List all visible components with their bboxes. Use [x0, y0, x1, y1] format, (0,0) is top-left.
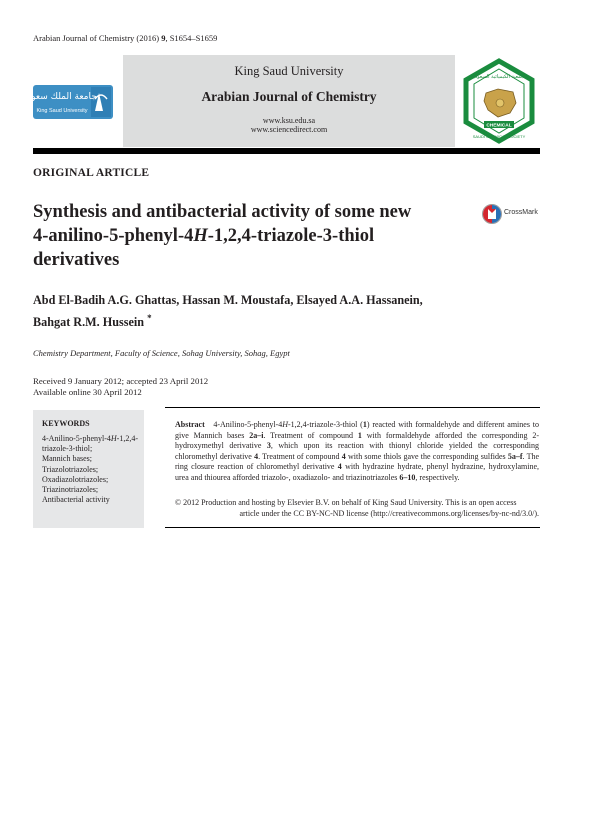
- ksu-logo-arabic: جامعة الملك سعود: [33, 92, 97, 102]
- ksu-logo-english: King Saud University: [36, 108, 88, 114]
- saudi-chemical-society-seal-icon: [458, 55, 540, 147]
- title-line-2: 4-anilino-5-phenyl-4H-1,2,4-triazole-3-thiol: [33, 226, 375, 246]
- citation-volume: 9: [161, 33, 166, 43]
- corresponding-author-mark[interactable]: *: [147, 313, 152, 323]
- king-saud-university-logo: [33, 55, 121, 147]
- author-list: [33, 291, 513, 331]
- online-date: Available online 30 April 2012: [33, 386, 142, 397]
- crossmark-icon: [482, 203, 502, 225]
- header-url-sciencedirect[interactable]: www.sciencedirect.com: [250, 125, 328, 134]
- abstract-top-rule: [165, 407, 540, 408]
- header-journal-title: Arabian Journal of Chemistry: [201, 89, 377, 104]
- abstract-label: Abstract: [175, 420, 205, 429]
- crossmark-label: CrossMark: [504, 209, 538, 216]
- seal-label: CHEMICAL: [486, 123, 512, 129]
- title-line-3: derivatives: [33, 250, 120, 270]
- citation-pages: , S1654–S1659: [165, 33, 218, 43]
- affiliation: Chemistry Department, Faculty of Science, Sohag University, Sohag, Egypt: [33, 348, 290, 358]
- keyword-item: Antibacterial activity: [42, 495, 110, 505]
- citation-journal: Arabian Journal of Chemistry: [33, 33, 135, 43]
- citation-line: [33, 33, 217, 43]
- keyword-item: Oxadiazolotriazoles;: [42, 474, 109, 484]
- article-type: ORIGINAL ARTICLE: [33, 167, 150, 179]
- keyword-item: triazole-3-thiol;: [42, 444, 93, 454]
- header-university: King Saud University: [234, 64, 344, 78]
- article-title: [33, 200, 453, 272]
- seal-arabic-text: الجمعية الكيميائية السعودية: [470, 74, 528, 80]
- keyword-item: Mannich bases;: [42, 454, 92, 464]
- license-line[interactable]: article under the CC BY-NC-ND license (http://creativecommons.org/licenses/by-nc-nd/3.0/).: [239, 509, 539, 518]
- abstract-bottom-rule: [165, 527, 540, 528]
- keyword-item: Triazinotriazoles;: [42, 485, 99, 495]
- copyright-line-1: © 2012 Production and hosting by Elsevier B.V. on behalf of King Saud University. This is an open access: [175, 498, 517, 507]
- title-line-1: Synthesis and antibacterial activity of some new: [33, 202, 412, 222]
- crossmark-button[interactable]: [482, 203, 542, 225]
- authors-line-2: Bahgat R.M. Hussein *: [33, 313, 152, 330]
- header-url-ksu[interactable]: www.ksu.edu.sa: [262, 116, 316, 125]
- abstract-text: Abstract 4-Anilino-5-phenyl-4H-1,2,4-triazole-3-thiol (1) reacted with formaldehyde and different amines to give Mannich bases 2a–i. Treatment of compound 1 with formaldehyde afforded the corresponding 2-hydroxymethyl derivative 3, which upon its reaction with thionyl chloride yielded the corresponding chloromethyl derivative 4. Treatment of compound 4 with some thiols gave the corresponding sulfides 5a–f. The ring closure reaction of chloromethyl derivative 4 with hydrazine hydrate, phenyl hydrazine, hydroxylamine, urea and thiourea afforded triazolo-, oxadiazolo- and triazinotriazoles 6–10, respectively.: [175, 420, 540, 482]
- header-rule: [33, 148, 540, 154]
- authors-line-1: Abd El-Badih A.G. Ghattas, Hassan M. Moustafa, Elsayed A.A. Hassanein,: [33, 293, 423, 307]
- keyword-item: 4-Anilino-5-phenyl-4H-1,2,4-: [42, 434, 138, 443]
- article-dates: [33, 376, 208, 397]
- citation-year: (2016): [136, 33, 160, 43]
- keyword-item: Triazolotriazoles;: [42, 464, 99, 474]
- seal-ring-text: SAUDI CHEMICAL SOCIETY: [472, 134, 526, 139]
- keywords-list: [42, 434, 142, 505]
- keywords-heading: KEYWORDS: [42, 419, 90, 428]
- received-date: Received 9 January 2012; accepted 23 April 2012: [33, 376, 209, 386]
